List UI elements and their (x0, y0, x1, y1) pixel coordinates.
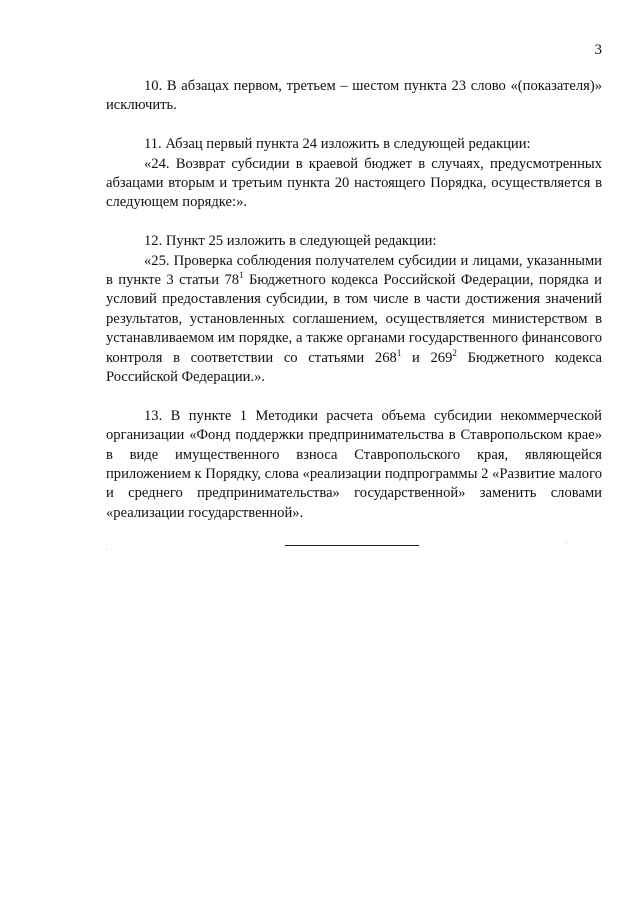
closing-rule (285, 545, 419, 546)
paragraph-item-12-intro: 12. Пункт 25 изложить в следующей редакции: (144, 233, 437, 250)
page-number: 3 (594, 42, 602, 58)
superscript-1: 1 (239, 270, 244, 281)
document-body (106, 77, 602, 523)
quote-text-part-1: «25. Проверка соблюдения получателем субсидии и лицами, указанными в пункте 3 статьи 78 (106, 252, 602, 289)
paragraph-gap (106, 213, 602, 232)
quote-text-part-4: Бюджетного кодекса Российской Федерации.». (106, 349, 603, 386)
scan-speck (106, 549, 107, 550)
superscript-3: 2 (452, 347, 457, 358)
paragraph-gap (106, 116, 602, 135)
paragraph-item-11-quote: «24. Возврат субсидии в краевой бюджет в случаях, предусмотренных абзацами вторым и третьим пункта 20 настоящего Порядка, осуществляется в следующем порядке:». (106, 155, 602, 211)
quote-text-part-2: Бюджетного кодекса Российской Федерации, порядка и условий предоставления субсидии, в том числе в части достижения значений результатов, установленных соглашением, осуществляется министерством в устанавливаемом им порядке, а также органами государственного финансового контроля в соответствии со статьями 268 (106, 272, 602, 366)
paragraph-item-13: 13. В пункте 1 Методики расчета объема субсидии некоммерческой организации «Фонд поддержки предпринимательства в Ставропольском крае» в виде имущественного взноса Ставропольского края, являющейся приложением к Порядку, слова «реализации подпрограммы 2 «Развитие малого и среднего предпринимательства» государственной» заменить словами «реализации государственной». (106, 407, 602, 521)
paragraph-item-12-quote (106, 252, 602, 388)
paragraph-item-10: 10. В абзацах первом, третьем – шестом пункта 23 слово «(показателя)» исключить. (106, 78, 602, 114)
paragraph-gap (106, 387, 602, 406)
scan-speck (330, 249, 331, 250)
paragraph-item-11-intro: 11. Абзац первый пункта 24 изложить в следующей редакции: (144, 136, 531, 153)
scan-speck (566, 542, 567, 543)
superscript-2: 1 (396, 347, 402, 358)
quote-text-part-3: и 269 (401, 349, 453, 366)
